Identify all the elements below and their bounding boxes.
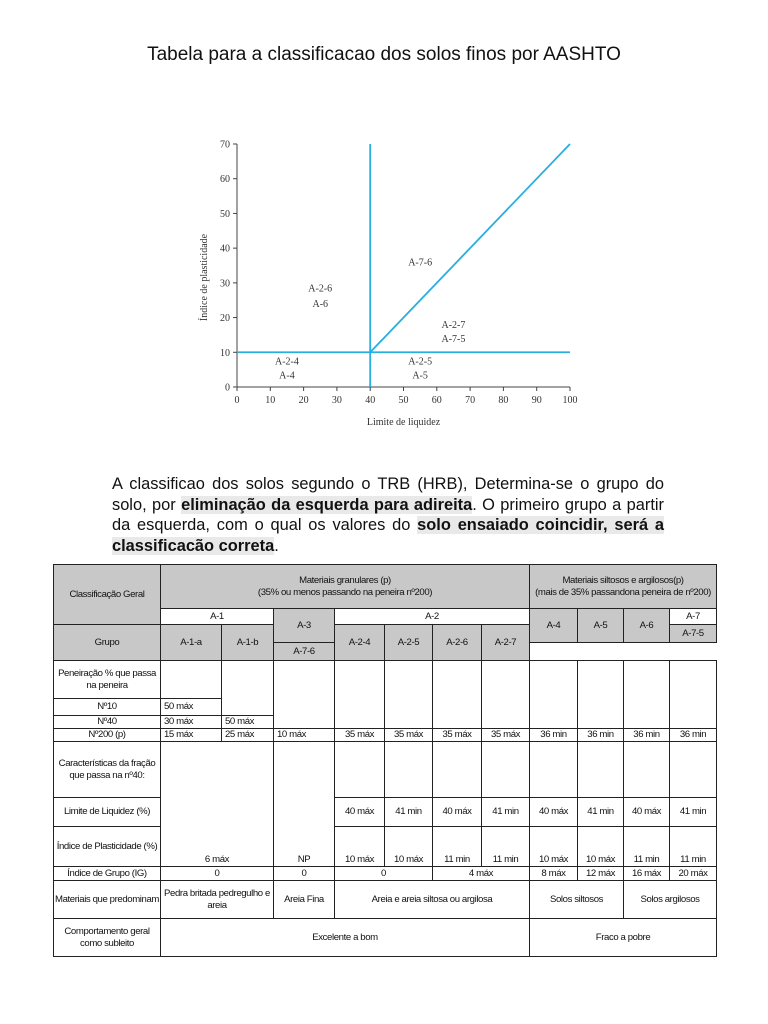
x-tick-label: 40 <box>365 395 376 406</box>
cell-n40: Nº40 <box>54 716 161 729</box>
cell-ll-a24: 40 máx <box>335 798 385 827</box>
cell-car-a7 <box>670 742 717 798</box>
cell-ip-a5: 10 máx <box>578 827 624 867</box>
cell-car-a27 <box>482 742 530 798</box>
cell-pen-a4 <box>530 661 578 729</box>
cell-n200-a6: 36 min <box>624 729 670 742</box>
cell-siltosos <box>530 565 717 609</box>
cell-pen-a1b <box>222 661 274 716</box>
y-tick-label: 20 <box>220 313 230 325</box>
cell-ip-a4: 10 máx <box>530 827 578 867</box>
cell-a3: A-3 <box>274 609 335 643</box>
cell-peneiracao: Peneiração % que passa na peneira <box>54 661 161 699</box>
cell-comp-bom: Excelente a bom <box>161 919 530 957</box>
cell-a6: A-6 <box>624 609 670 643</box>
x-tick-label: 90 <box>531 395 542 406</box>
y-tick-label: 10 <box>220 347 230 359</box>
cell-pen-a3 <box>274 661 335 729</box>
cell-pen-a6 <box>624 661 670 729</box>
cell-a75: A-7-5 <box>670 625 717 643</box>
cell-ip-a24: 10 máx <box>335 827 385 867</box>
granulares-subtitle: (35% ou menos passando na peneira nº200) <box>257 586 433 598</box>
y-tick-label: 0 <box>225 382 230 394</box>
y-tick-label: 30 <box>220 278 230 290</box>
cell-ip-a25: 10 máx <box>385 827 433 867</box>
x-tick-label: 20 <box>298 395 309 406</box>
cell-n40-a1b: 50 máx <box>222 716 274 729</box>
cell-ig-a5: 12 máx <box>578 867 624 881</box>
cell-ig-a1: 0 <box>161 867 274 881</box>
x-axis-label: Limite de liquidez <box>366 417 441 428</box>
cell-mat-a3: Areia Fina <box>274 881 335 919</box>
cell-pen-a25 <box>385 661 433 729</box>
cell-car-a24 <box>335 742 385 798</box>
y-tick-label: 50 <box>220 208 230 220</box>
cell-ll-a27: 41 min <box>482 798 530 827</box>
y-tick-label: 60 <box>220 174 230 186</box>
cell-a24: A-2-4 <box>335 625 385 661</box>
cell-a26: A-2-6 <box>433 625 482 661</box>
cell-car-a4 <box>530 742 578 798</box>
cell-ll-a7: 41 min <box>670 798 717 827</box>
cell-comp-fraco: Fraco a pobre <box>530 919 717 957</box>
zone-label: A-2-7 <box>441 319 466 331</box>
cell-ip-a6: 11 min <box>624 827 670 867</box>
zone-label: A-4 <box>279 370 295 382</box>
cell-n10-a1a: 50 máx <box>161 699 222 716</box>
cell-ig-a7: 20 máx <box>670 867 717 881</box>
cell-pen-a7 <box>670 661 717 729</box>
cell-ig-a6: 16 máx <box>624 867 670 881</box>
cell-ip-a26: 11 min <box>433 827 482 867</box>
x-tick-label: 70 <box>465 395 476 406</box>
aashto-table <box>53 564 717 957</box>
cell-n200-a24: 35 máx <box>335 729 385 742</box>
cell-car-a26 <box>433 742 482 798</box>
x-tick-label: 80 <box>498 395 509 406</box>
y-tick-label: 70 <box>220 139 230 151</box>
cell-ll-a25: 41 min <box>385 798 433 827</box>
zone-label: A-7-5 <box>441 333 466 345</box>
cell-ip-a27: 11 min <box>482 827 530 867</box>
cell-n40-a1a: 30 máx <box>161 716 222 729</box>
cell-n200-a27: 35 máx <box>482 729 530 742</box>
cell-ll: Limite de Liquidez (%) <box>54 798 161 827</box>
cell-a1: A-1 <box>161 609 274 625</box>
zone-label: A-7-6 <box>408 257 433 269</box>
x-tick-label: 50 <box>398 395 409 406</box>
cell-n10: Nº10 <box>54 699 161 716</box>
cell-granulares <box>161 565 530 609</box>
cell-ll-a26: 40 máx <box>433 798 482 827</box>
cell-a76: A-7-6 <box>274 643 335 661</box>
x-tick-label: 30 <box>331 395 342 406</box>
intro-paragraph <box>112 474 664 556</box>
cell-ll-a5: 41 min <box>578 798 624 827</box>
intro-text-1: A classificao dos solos segundo o TRB (HRB), Determina-se o grupo do solo, por <box>112 475 664 514</box>
cell-ip: Índice de Plasticidade (%) <box>54 827 161 867</box>
cell-ig-a24-a25: 0 <box>335 867 433 881</box>
cell-mat-a2: Areia e areia siltosa ou argilosa <box>335 881 530 919</box>
cell-ig-a4: 8 máx <box>530 867 578 881</box>
cell-mat-argilosos: Solos argilosos <box>624 881 717 919</box>
cell-pen-a27 <box>482 661 530 729</box>
cell-ig-a26-a27: 4 máx <box>433 867 530 881</box>
zone-label: A-5 <box>412 370 428 382</box>
cell-car-a25 <box>385 742 433 798</box>
x-tick-label: 0 <box>234 395 240 406</box>
cell-a7: A-7 <box>670 609 717 625</box>
cell-grupo: Grupo <box>54 625 161 661</box>
cell-a27: A-2-7 <box>482 625 530 661</box>
cell-materiais: Materiais que predominam <box>54 881 161 919</box>
cell-car-a5 <box>578 742 624 798</box>
cell-a1b: A-1-b <box>222 625 274 661</box>
granulares-title: Materiais granulares (p) <box>299 574 391 586</box>
cell-ip-a7: 11 min <box>670 827 717 867</box>
cell-a1a: A-1-a <box>161 625 222 661</box>
cell-n200-a26: 35 máx <box>433 729 482 742</box>
cell-a25: A-2-5 <box>385 625 433 661</box>
zone-label: A-6 <box>312 299 329 311</box>
cell-ll-a6: 40 máx <box>624 798 670 827</box>
cell-a4: A-4 <box>530 609 578 643</box>
cell-ig-a3: 0 <box>274 867 335 881</box>
siltosos-title: Materiais siltosos e argilosos(p) <box>562 574 684 586</box>
x-tick-label: 60 <box>431 395 442 406</box>
cell-n200-a5: 36 min <box>578 729 624 742</box>
cell-classificacao-geral: Classificação Geral <box>54 565 161 625</box>
zone-label: A-2-4 <box>275 356 299 368</box>
cell-a5: A-5 <box>578 609 624 643</box>
zone-label: A-2-6 <box>308 283 333 295</box>
cell-n200-a7: 36 min <box>670 729 717 742</box>
intro-bold-1: eliminação da esquerda para adireita <box>181 495 473 514</box>
intro-text-3: . <box>274 536 279 555</box>
cell-caracteristicas: Características da fração que passa na nº40: <box>54 742 161 798</box>
siltosos-subtitle: (mais de 35% passandona peneira de nº200) <box>535 586 711 598</box>
cell-n200-a3: 10 máx <box>274 729 335 742</box>
cell-pen-a5 <box>578 661 624 729</box>
y-axis-label: Índice de plasticidade <box>199 233 210 322</box>
cell-comportamento: Comportamento geral como subleito <box>54 919 161 957</box>
plasticity-chart-svg <box>190 130 590 435</box>
cell-pen-a1a <box>161 661 222 699</box>
x-tick-label: 10 <box>265 395 276 406</box>
cell-n200-a4: 36 min <box>530 729 578 742</box>
cell-n200-a1a: 15 máx <box>161 729 222 742</box>
cell-a2: A-2 <box>335 609 530 625</box>
plasticity-chart <box>190 130 590 435</box>
intro-bold-2: solo ensaiado coincidir, será a classificacão correta <box>112 516 665 555</box>
cell-mat-siltosos: Solos siltosos <box>530 881 624 919</box>
cell-ip-a1: 6 máx <box>161 742 274 867</box>
cell-pen-a24 <box>335 661 385 729</box>
intro-text-2: . O primeiro grupo a partir da esquerda, com o qual os valores do <box>112 495 665 534</box>
zone-label: A-2-5 <box>408 356 433 368</box>
cell-car-a6 <box>624 742 670 798</box>
cell-pen-a26 <box>433 661 482 729</box>
x-tick-label: 100 <box>562 395 578 406</box>
y-tick-label: 40 <box>220 243 230 255</box>
cell-n200-a25: 35 máx <box>385 729 433 742</box>
cell-ig: Índice de Grupo (IG) <box>54 867 161 881</box>
page-title: Tabela para a classificacao dos solos finos por AASHTO <box>147 44 621 65</box>
boundary-line <box>370 144 570 352</box>
cell-n200-a1b: 25 máx <box>222 729 274 742</box>
cell-ip-a3: NP <box>274 742 335 867</box>
cell-n200: Nº200 (p) <box>54 729 161 742</box>
cell-mat-a1: Pedra britada pedregulho e areia <box>161 881 274 919</box>
cell-ll-a4: 40 máx <box>530 798 578 827</box>
